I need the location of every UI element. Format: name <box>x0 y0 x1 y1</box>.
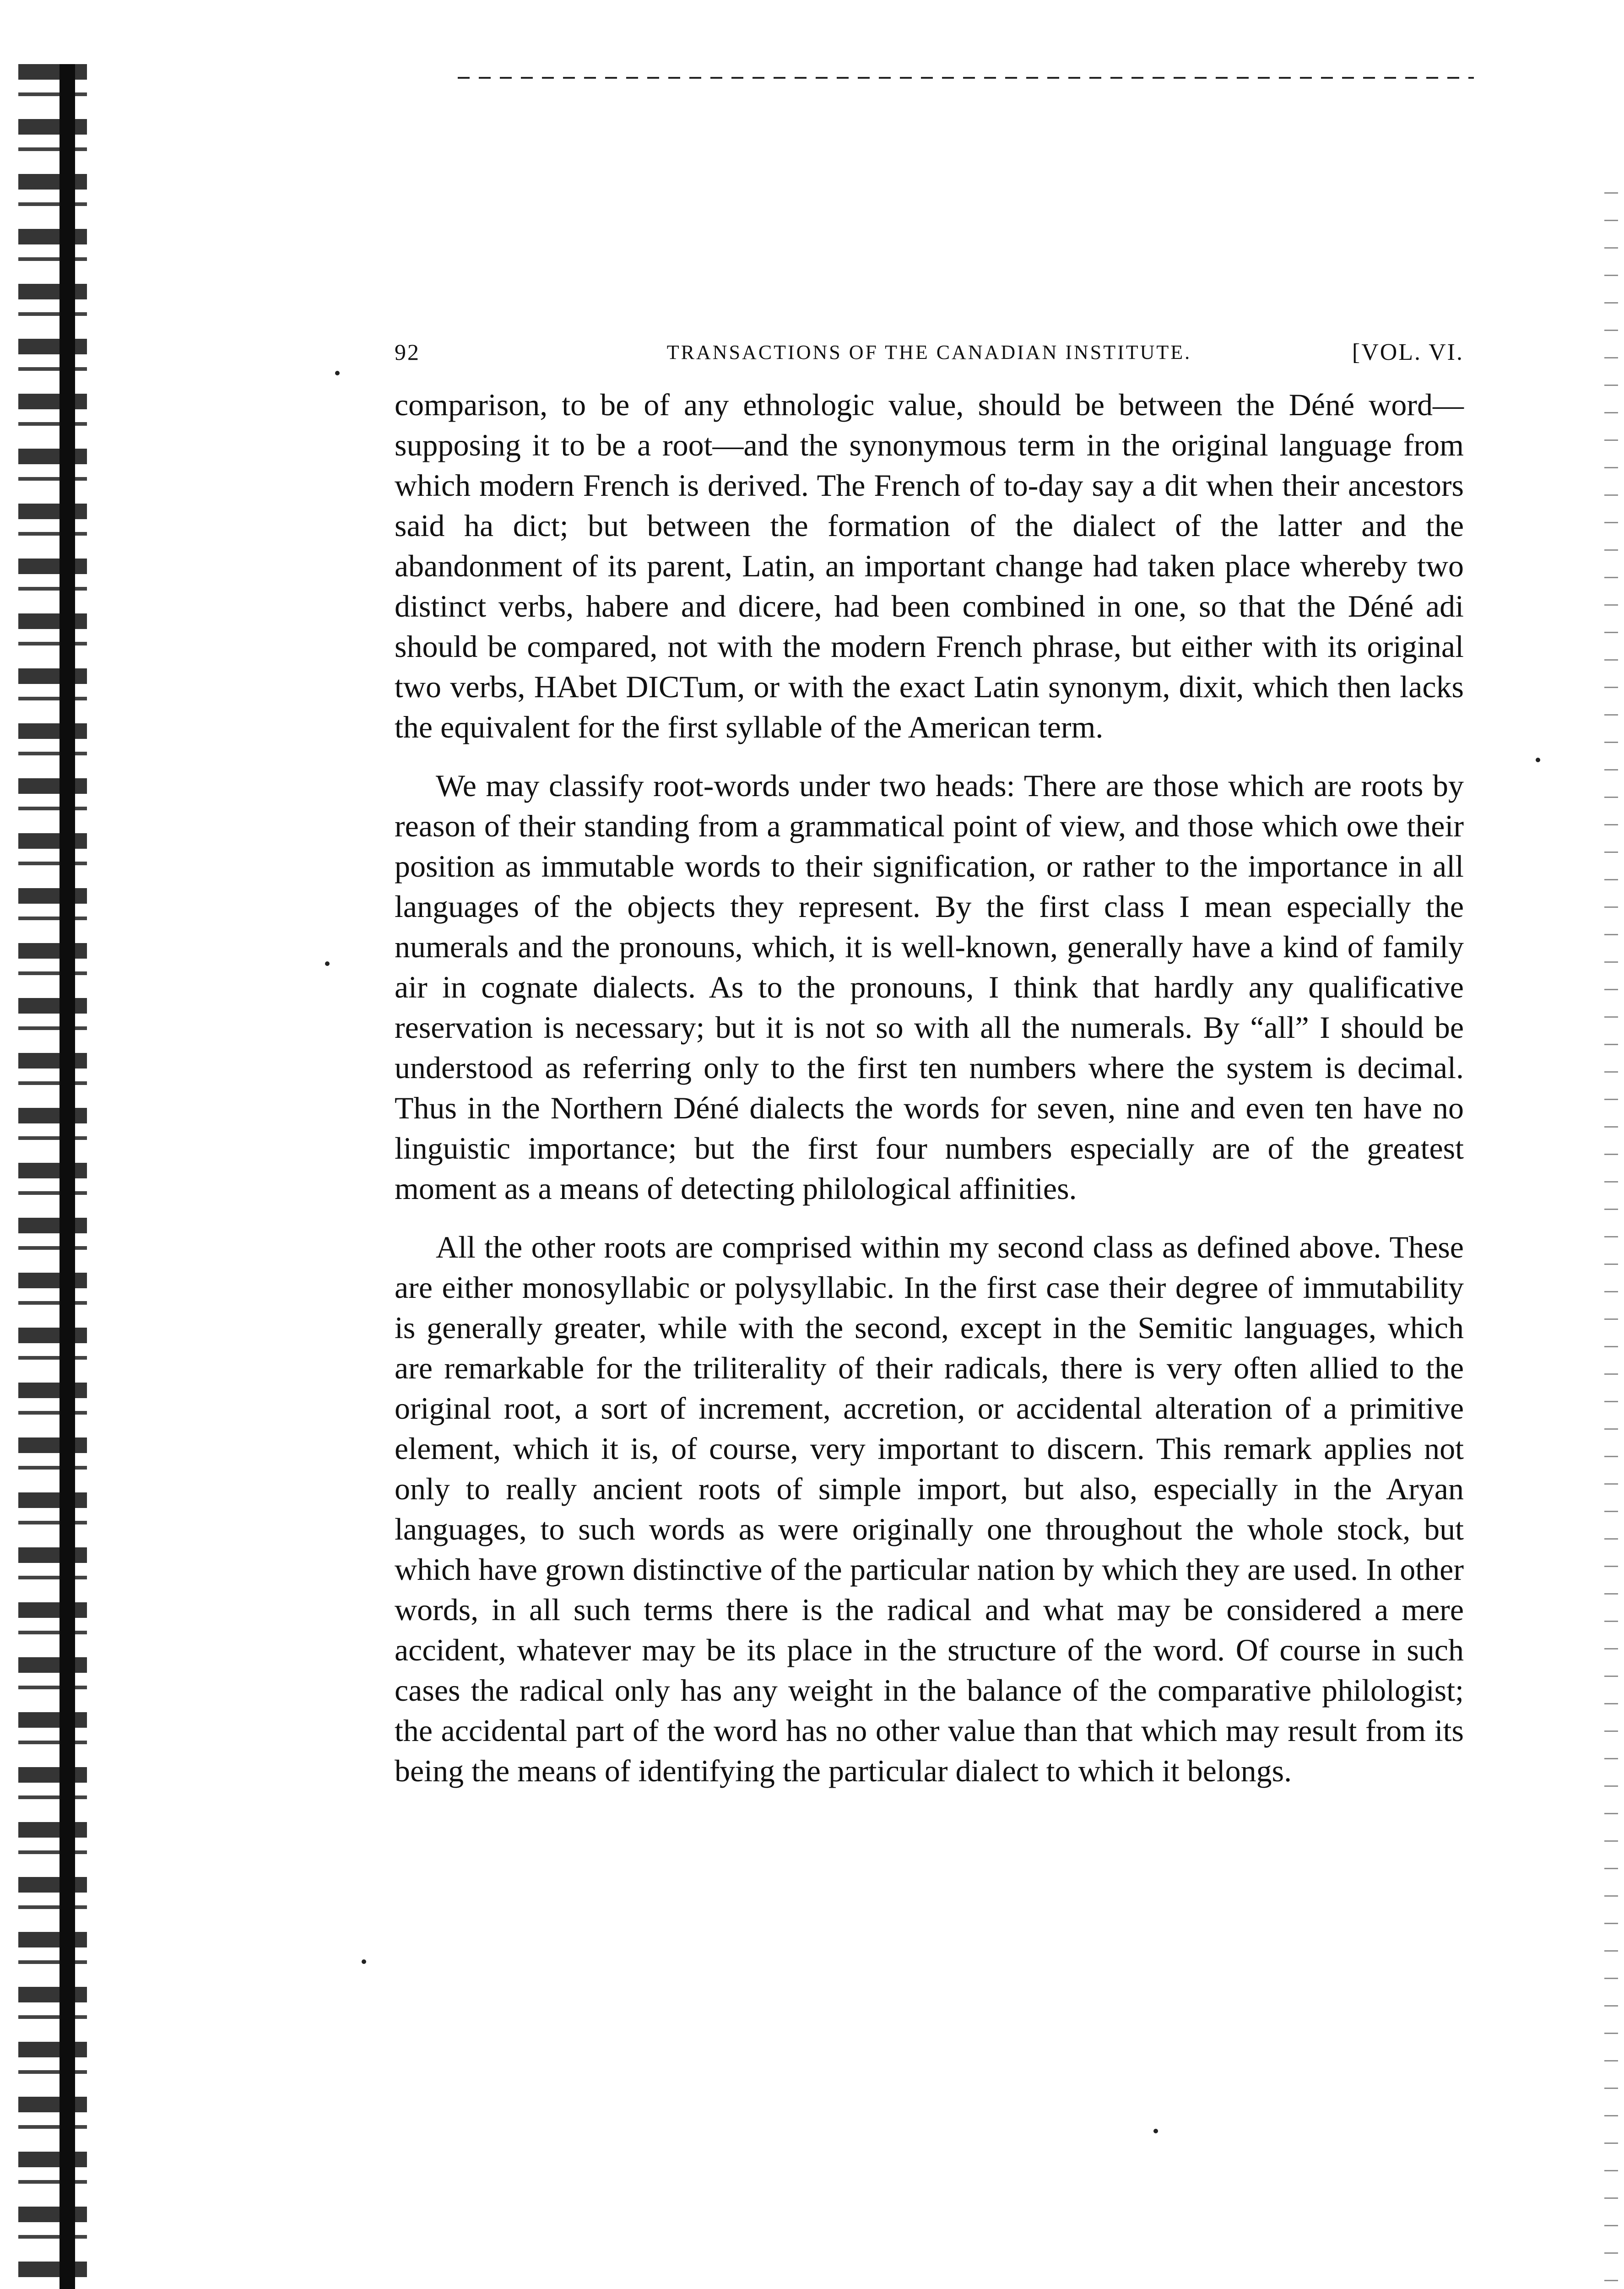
body-text <box>395 385 1464 1791</box>
scan-edge-right <box>1604 192 1618 2289</box>
paragraph-1: comparison, to be of any ethnologic value, should be between the Déné word—supposing it to be a root—and the synonymous term in the original language from which modern French is derived. The French of to-day say a dit when their ancestors said ha dict; but between the formation of the dialect of the latter and the abandonment of its parent, Latin, an important change had taken place whereby two distinct verbs, habere and dicere, had been combined in one, so that the Déné adi should be compared, not with the modern French phrase, but either with its original two verbs, HAbet DICTum, or with the exact Latin synonym, dixit, which then lacks the equivalent for the first syllable of the American term. <box>395 387 1464 744</box>
scan-speck <box>362 1959 366 1964</box>
scan-speck <box>1536 758 1540 762</box>
scan-binding-bar <box>60 64 75 2289</box>
scan-edge-top <box>458 77 1474 79</box>
paragraph-3: All the other roots are comprised within my second class as defined above. These are either monosyllabic or polysyllabic. In the first case their degree of immutability is generally greater, while with the second, except in the Semitic languages, which are remarkable for the triliterality of their radicals, there is very often allied to the original root, a sort of increment, accretion, or accidental alteration of a primitive element, which it is, of course, very important to discern. This remark applies not only to really ancient roots of simple import, but also, especially in the Aryan languages, to such words as were originally one throughout the whole stock, but which have grown distinctive of the particular nation by which they are used. In other words, in all such terms there is the radical and what may be considered a mere accident, whatever may be its place in the structure of the word. Of course in such cases the radical only has any weight in the balance of the comparative philologist; the accidental part of the word has no other value than that which may result from its being the means of identifying the particular dialect to which it belongs. <box>395 1230 1464 1788</box>
scan-edge-left <box>18 64 87 2289</box>
paragraph-2: We may classify root-words under two heads: There are those which are roots by reason of their standing from a grammatical point of view, and those which owe their position as immutable words to their signification, or rather to the importance in all languages of the objects they represent. By the first class I mean especially the numerals and the pronouns, which, it is well-known, generally have a kind of family air in cognate dialects. As to the pronouns, I think that hardly any qualificative reservation is necessary; but it is not so with all the numerals. By “all” I should be understood as referring only to the first ten numbers where the system is decimal. Thus in the Northern Déné dialects the words for seven, nine and even ten have no linguistic importance; but the first four numbers especially are of the greatest moment as a means of detecting philological affinities. <box>395 768 1464 1206</box>
journal-title: TRANSACTIONS OF THE CANADIAN INSTITUTE. <box>666 341 1192 363</box>
scan-speck <box>335 371 340 375</box>
running-head <box>395 339 1464 371</box>
book-page <box>395 339 1464 1791</box>
scan-speck <box>325 961 330 966</box>
volume-label: [VOL. VI. <box>1352 339 1464 365</box>
scan-speck <box>1153 2129 1158 2133</box>
page-number: 92 <box>395 339 420 365</box>
